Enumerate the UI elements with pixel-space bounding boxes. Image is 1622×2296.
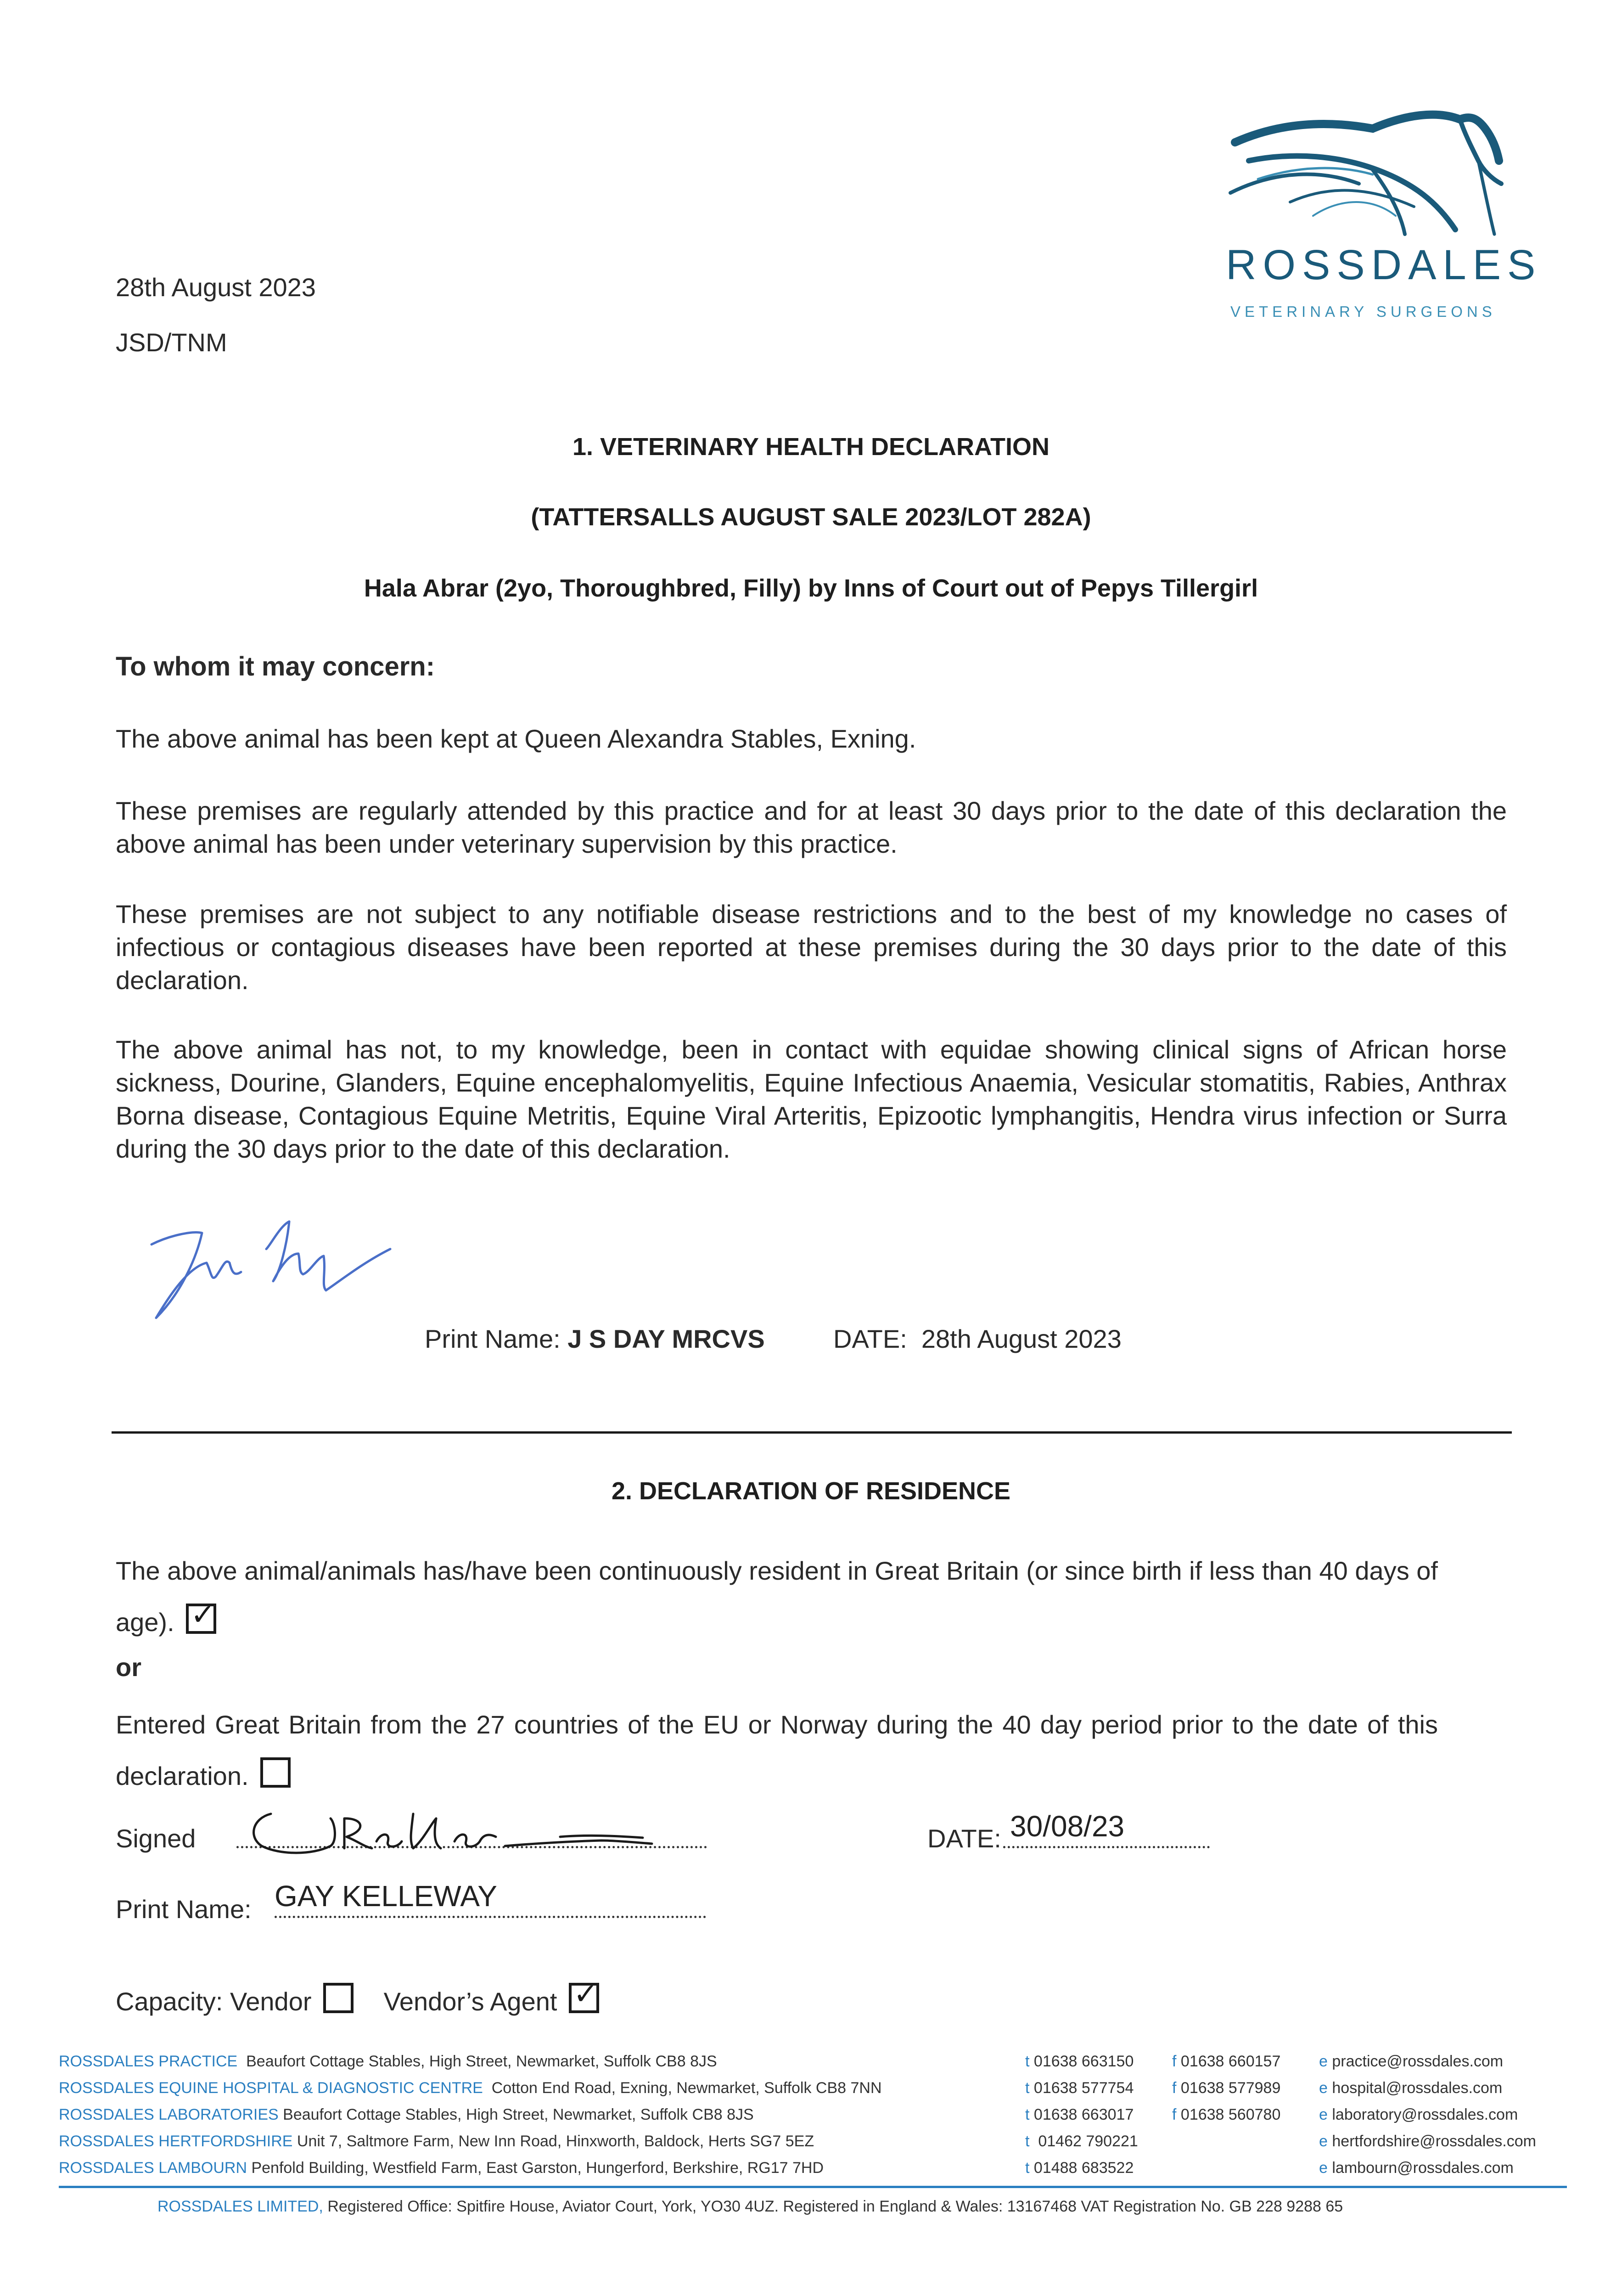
- section1-subtitle: (TATTERSALLS AUGUST SALE 2023/LOT 282A): [531, 503, 1091, 531]
- letter-date: 28th August 2023: [116, 273, 316, 302]
- section1-title: 1. VETERINARY HEALTH DECLARATION: [572, 433, 1050, 461]
- footer-row-address: Cotton End Road, Exning, Newmarket, Suffolk CB8 7NN: [491, 2079, 882, 2097]
- footer-phone: t 01638 663150: [1025, 2053, 1134, 2070]
- vendor-date-dotted-line[interactable]: [1003, 1846, 1210, 1848]
- footer-row-address: Beaufort Cottage Stables, High Street, Newmarket, Suffolk CB8 8JS: [283, 2106, 754, 2123]
- logo-tagline: VETERINARY SURGEONS: [1230, 303, 1496, 320]
- footer-row-name: ROSSDALES EQUINE HOSPITAL & DIAGNOSTIC CENTRE: [59, 2079, 483, 2097]
- vendor-date-label: DATE:: [927, 1824, 1001, 1853]
- footer-row: [59, 2048, 717, 2075]
- footer: [59, 2048, 1569, 2268]
- footer-divider: [59, 2186, 1567, 2188]
- vendor-date-value: 30/08/23: [1010, 1810, 1125, 1843]
- footer-email[interactable]: e hertfordshire@rossdales.com: [1319, 2133, 1536, 2150]
- section-divider: [112, 1431, 1512, 1434]
- capacity-vendor-checkbox[interactable]: [323, 1983, 354, 2013]
- vendor-print-name-value: GAY KELLEWAY: [275, 1880, 497, 1913]
- logo-name: ROSSDALES: [1226, 242, 1542, 288]
- vet-print-name-row: [425, 1322, 765, 1356]
- animal-description: Hala Abrar (2yo, Thoroughbred, Filly) by Inns of Court out of Pepys Tillergirl: [364, 574, 1258, 602]
- footer-phone: t 01462 790221: [1025, 2133, 1138, 2150]
- vet-signature: [142, 1212, 399, 1332]
- vendor-print-name-label: Print Name:: [116, 1895, 252, 1924]
- paragraph-1: The above animal has been kept at Queen Alexandra Stables, Exning.: [116, 724, 916, 753]
- vendor-print-name-dotted-line[interactable]: [275, 1916, 706, 1918]
- capacity-vendor-label: Capacity: Vendor: [116, 1987, 312, 2016]
- footer-fax: f 01638 560780: [1172, 2106, 1281, 2123]
- footer-email[interactable]: e practice@rossdales.com: [1319, 2053, 1504, 2070]
- residence-option-1-checkbox[interactable]: [186, 1598, 216, 1634]
- letter-reference: JSD/TNM: [116, 328, 227, 357]
- footer-registered: [157, 2193, 1343, 2220]
- vet-date-row: [833, 1322, 1122, 1356]
- vet-print-name-label: Print Name:: [425, 1324, 561, 1353]
- footer-row-name: ROSSDALES HERTFORDSHIRE: [59, 2133, 293, 2150]
- footer-row: [59, 2075, 882, 2101]
- salutation: To whom it may concern:: [116, 652, 435, 681]
- or-label: or: [116, 1653, 141, 1682]
- paragraph-2: These premises are regularly attended by this practice and for at least 30 days prior to the date of this declaration the above animal has been under veterinary supervision by this practice.: [116, 796, 1507, 858]
- footer-row-name: ROSSDALES LAMBOURN: [59, 2159, 247, 2177]
- residence-option-1-text: The above animal/animals has/have been continuously resident in Great Britain (or since birth if less than 40 days of age).: [116, 1556, 1438, 1637]
- horse-logo-icon: [1221, 106, 1524, 243]
- residence-option-2-checkbox[interactable]: [260, 1757, 291, 1788]
- check-mark-icon: ✓: [191, 1598, 215, 1631]
- paragraph-3: These premises are not subject to any notifiable disease restrictions and to the best of my knowledge no cases of infectious or contagious diseases have been reported at these premises during the 30 days prior to the date of this declaration.: [116, 900, 1507, 995]
- footer-phone: t 01638 663017: [1025, 2106, 1134, 2123]
- paragraph-4: The above animal has not, to my knowledge, been in contact with equidae showing clinical signs of African horse sickness, Dourine, Glanders, Equine encephalomyelitis, Equine Infectious Anaemia, Vesicular stomatitis, Rabies, Anthrax Borna disease, Contagious Equine Metritis, Equine Viral Arteritis, Epizootic lymphangitis, Hendra virus infection or Surra during the 30 days prior to the date of this declaration.: [116, 1035, 1507, 1163]
- footer-registered-name: ROSSDALES LIMITED,: [157, 2198, 323, 2215]
- residence-option-2-text: Entered Great Britain from the 27 countries of the EU or Norway during the 40 day period prior to the date of this declaration.: [116, 1710, 1438, 1790]
- footer-email[interactable]: e hospital@rossdales.com: [1319, 2079, 1503, 2097]
- footer-row-address: Penfold Building, Westfield Farm, East Garston, Hungerford, Berkshire, RG17 7HD: [251, 2159, 824, 2177]
- footer-fax: f 01638 660157: [1172, 2053, 1281, 2070]
- footer-registered-text: Registered Office: Spitfire House, Aviator Court, York, YO30 4UZ. Registered in England & Wales: 13167468 VAT Registration No. GB 228 9288 65: [327, 2198, 1343, 2215]
- footer-row-name: ROSSDALES PRACTICE: [59, 2053, 238, 2070]
- footer-row-name: ROSSDALES LABORATORIES: [59, 2106, 279, 2123]
- vet-print-name-value: J S DAY MRCVS: [567, 1324, 765, 1353]
- footer-row-address: Unit 7, Saltmore Farm, New Inn Road, Hinxworth, Baldock, Herts SG7 5EZ: [297, 2133, 814, 2150]
- residence-option-2: [116, 1699, 1438, 1802]
- signed-label: Signed: [116, 1824, 196, 1853]
- footer-email[interactable]: e lambourn@rossdales.com: [1319, 2159, 1514, 2177]
- vet-date-value: 28th August 2023: [921, 1324, 1122, 1353]
- capacity-agent-checkbox[interactable]: [569, 1977, 599, 2013]
- section2-title: 2. DECLARATION OF RESIDENCE: [611, 1477, 1011, 1505]
- residence-option-1: [116, 1545, 1438, 1648]
- footer-fax: f 01638 577989: [1172, 2079, 1281, 2097]
- footer-row-address: Beaufort Cottage Stables, High Street, Newmarket, Suffolk CB8 8JS: [246, 2053, 717, 2070]
- check-mark-icon: ✓: [573, 1977, 598, 2010]
- footer-row: [59, 2155, 824, 2181]
- footer-row: [59, 2128, 814, 2155]
- footer-phone: t 01488 683522: [1025, 2159, 1134, 2177]
- capacity-row: [116, 1977, 599, 2018]
- capacity-agent-label: Vendor’s Agent: [383, 1987, 557, 2016]
- footer-row: [59, 2101, 754, 2128]
- footer-email[interactable]: e laboratory@rossdales.com: [1319, 2106, 1518, 2123]
- footer-phone: t 01638 577754: [1025, 2079, 1134, 2097]
- logo: [1221, 106, 1542, 326]
- vendor-signature: [239, 1805, 679, 1874]
- vet-date-label: DATE:: [833, 1324, 907, 1353]
